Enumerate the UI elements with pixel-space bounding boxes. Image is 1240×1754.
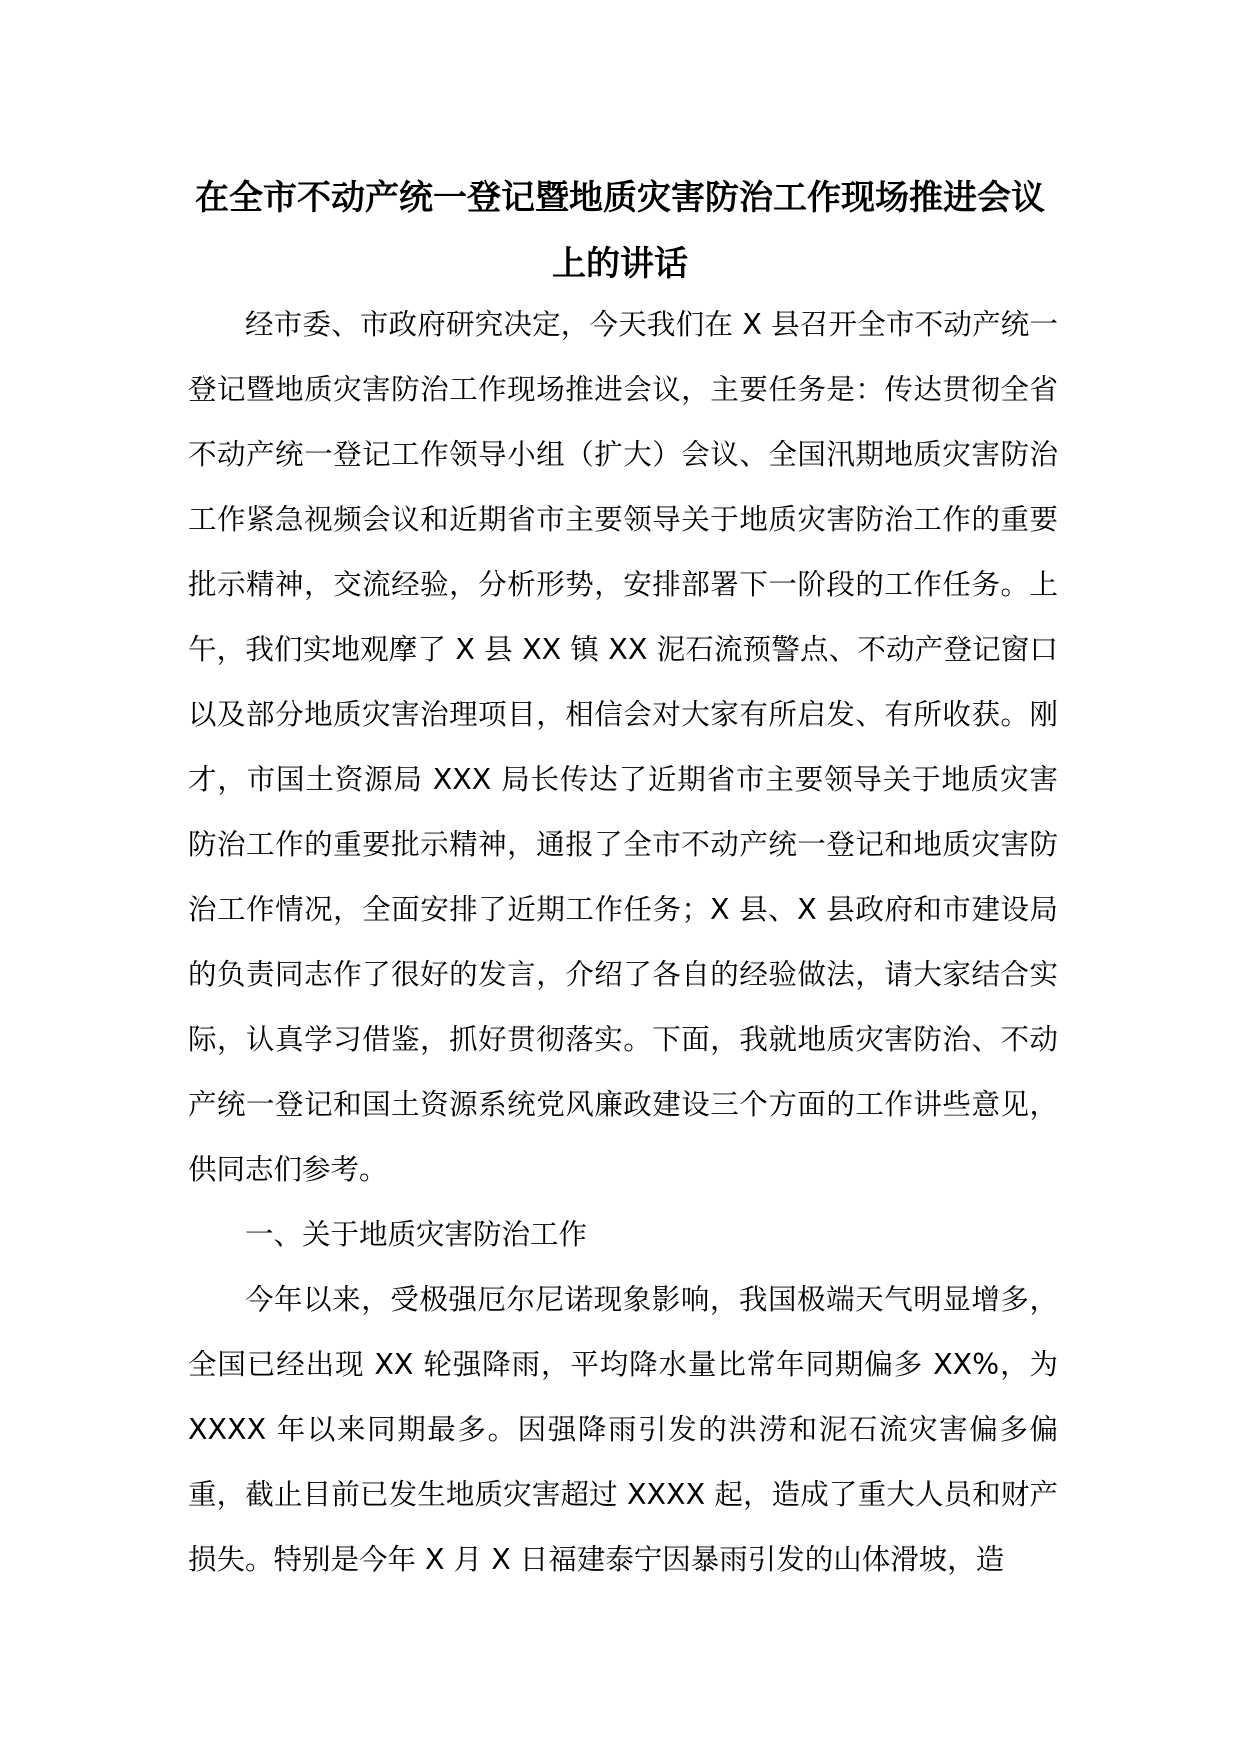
document-body bbox=[188, 292, 1058, 1592]
paragraph-introduction: 经市委、市政府研究决定，今天我们在 X 县召开全市不动产统一登记暨地质灾害防治工作现场推进会议，主要任务是：传达贯彻全省不动产统一登记工作领导小组（扩大）会议、全国汛期地质灾害防治工作紧急视频会议和近期省市主要领导关于地质灾害防治工作的重要批示精神，交流经验，分析形势，安排部署下一阶段的工作任务。上午，我们实地观摩了 X 县 XX 镇 XX 泥石流预警点、不动产登记窗口以及部分地质灾害治理项目，相信会对大家有所启发、有所收获。刚才，市国土资源局 XXX 局长传达了近期省市主要领导关于地质灾害防治工作的重要批示精神，通报了全市不动产统一登记和地质灾害防治工作情况，全面安排了近期工作任务；X 县、X 县政府和市建设局的负责同志作了很好的发言，介绍了各自的经验做法，请大家结合实际，认真学习借鉴，抓好贯彻落实。下面，我就地质灾害防治、不动产统一登记和国土资源系统党风廉政建设三个方面的工作讲些意见，供同志们参考。 bbox=[188, 308, 1058, 1186]
document-title-line-1: 在全市不动产统一登记暨地质灾害防治工作现场推进会议 bbox=[195, 178, 1045, 218]
document-title-line-2: 上的讲话 bbox=[552, 244, 688, 284]
section-heading-geological-disaster: 一、关于地质灾害防治工作 bbox=[245, 1218, 588, 1251]
paragraph-section-one: 今年以来，受极强厄尔尼诺现象影响，我国极端天气明显增多，全国已经出现 XX 轮强降雨，平均降水量比常年同期偏多 XX%，为 XXXX 年以来同期最多。因强降雨引发的洪涝和泥石流灾害偏多偏重，截止目前已发生地质灾害超过 XXXX 起，造成了重大人员和财产损失。特别是今年 X 月 X 日福建泰宁因暴雨引发的山体滑坡，造 bbox=[188, 1283, 1058, 1576]
